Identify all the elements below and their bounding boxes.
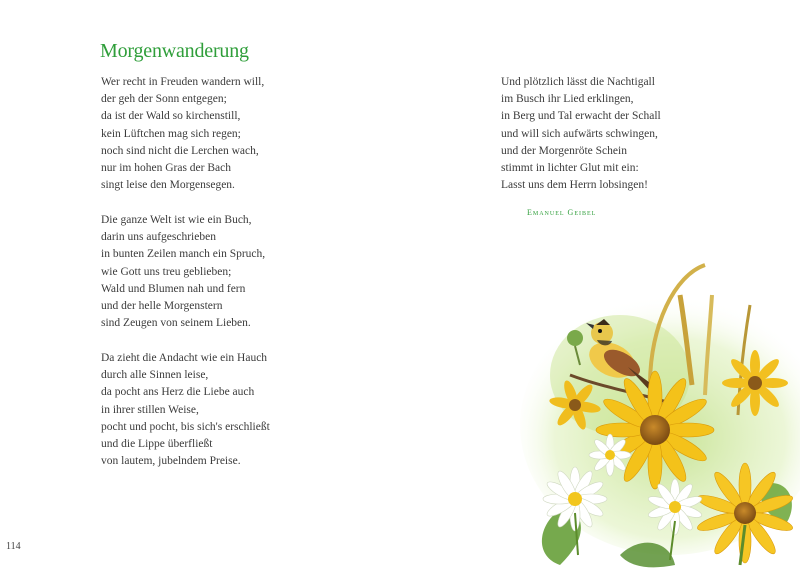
poem-line: und will sich aufwärts schwingen,	[501, 127, 658, 140]
author-name: Emanuel Geibel	[527, 208, 597, 217]
poem-line: kein Lüftchen mag sich regen;	[101, 127, 241, 140]
poem-title: Morgenwanderung	[100, 40, 249, 62]
poem-line: stimmt in lichter Glut mit ein:	[501, 162, 639, 175]
stanza-2	[101, 212, 265, 332]
poem-line: da pocht ans Herz die Liebe auch	[101, 386, 255, 399]
poem-line: durch alle Sinnen leise,	[101, 369, 209, 382]
poem-line: da ist der Wald so kirchenstill,	[101, 110, 241, 123]
poem-line: pocht und pocht, bis sich's erschließt	[101, 420, 270, 433]
poem-line: sind Zeugen von seinem Lieben.	[101, 317, 251, 330]
poem-line: und der helle Morgenstern	[101, 300, 223, 313]
poem-line: noch sind nicht die Lerchen wach,	[101, 144, 259, 157]
sunflower-icon	[722, 350, 788, 416]
poem-line: Da zieht die Andacht wie ein Hauch	[101, 352, 268, 364]
poem-line: wie Gott uns treu geblieben;	[101, 265, 232, 278]
poem-line: und die Lippe überfließt	[101, 438, 213, 451]
poem-line: in ihrer stillen Weise,	[101, 403, 199, 416]
right-page	[400, 0, 800, 576]
poem-line: Wer recht in Freuden wandern will,	[101, 76, 265, 88]
bird-on-sunflowers-illustration	[500, 255, 800, 576]
poem-line: Lasst uns dem Herrn lobsingen!	[501, 179, 648, 192]
poem-line: Und plötzlich lässt die Nachtigall	[501, 76, 655, 88]
poem-line: singt leise den Morgensegen.	[101, 179, 235, 192]
poem-line: Die ganze Welt ist wie ein Buch,	[101, 214, 252, 226]
poem-line: darin uns aufgeschrieben	[101, 231, 216, 244]
poem-line: der geh der Sonn entgegen;	[101, 93, 227, 106]
poem-line: von lautem, jubelndem Preise.	[101, 455, 241, 468]
page-number: 114	[6, 541, 21, 552]
poem-line: in Berg und Tal erwacht der Schall	[501, 110, 661, 123]
stanza-1	[101, 74, 264, 194]
poem-line: nur im hohen Gras der Bach	[101, 162, 231, 175]
poem-line: in bunten Zeilen manch ein Spruch,	[101, 248, 266, 261]
stanza-4	[501, 74, 661, 194]
stanza-3	[101, 350, 270, 470]
poem-line: und der Morgenröte Schein	[501, 144, 627, 157]
poem-line: Wald und Blumen nah und fern	[101, 282, 246, 295]
poem-line: im Busch ihr Lied erklingen,	[501, 93, 634, 106]
